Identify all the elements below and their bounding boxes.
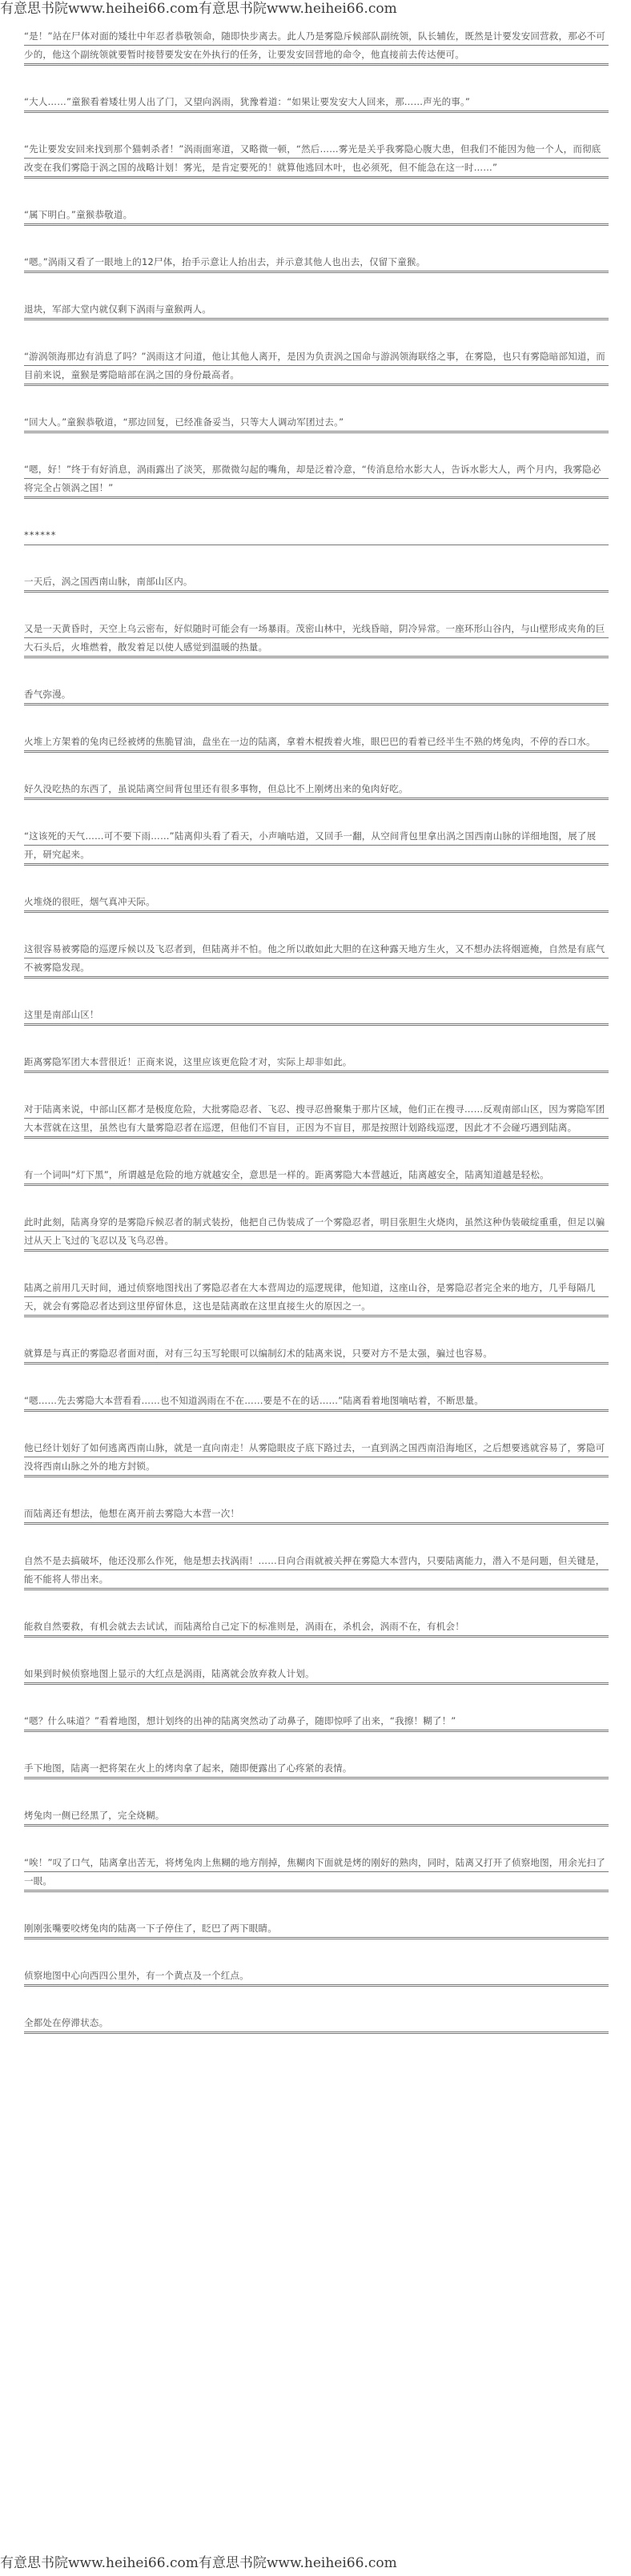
paragraph: “这该死的天气……可不要下雨……”陆离仰头看了看天，小声嘀咕道，又回手一翻，从空间背包里拿出涡之国西南山脉的详细地图，展了展开，研究起来。 — [24, 827, 609, 866]
paragraph: 刚刚张嘴要咬烤兔肉的陆离一下子停住了，眨巴了两下眼睛。 — [24, 1919, 609, 1939]
watermark-bottom: 有意思书院www.heihei66.com有意思书院www.heihei66.com — [0, 2555, 397, 2571]
paragraph: 陆离之前用几天时间，通过侦察地图找出了雾隐忍者在大本营周边的巡逻规律，他知道，这座山谷，是雾隐忍者完全来的地方，几乎每隔几天，就会有雾隐忍者达到这里停留休息，这也是陆离敢在这里直接生火的原因之一。 — [24, 1279, 609, 1317]
paragraph: 对于陆离来说，中部山区都才是极度危险，大批雾隐忍者、飞忍、搜寻忍兽聚集于那片区域，他们正在搜寻……反观南部山区，因为雾隐军团大本营就在这里，虽然也有大量雾隐忍者在巡逻，但他们不盲目，正因为不盲目，那是按照计划路线巡逻，因此才不会碰巧遇到陆离。 — [24, 1100, 609, 1139]
paragraph: 全都处在停滞状态。 — [24, 2014, 609, 2034]
section-separator: ****** — [24, 526, 609, 545]
paragraph: “属下明白。”童猴恭敬道。 — [24, 206, 609, 226]
paragraph: 一天后，涡之国西南山脉，南部山区内。 — [24, 573, 609, 593]
paragraph: 有一个词叫“灯下黑”，所谓越是危险的地方就越安全，意思是一样的。距离雾隐大本营越近，陆离越安全，陆离知道越是轻松。 — [24, 1166, 609, 1186]
paragraph: 他已经计划好了如何逃离西南山脉，就是一直向南走！从雾隐眼皮子底下路过去，一直到涡之国西南沿海地区，之后想要逃就容易了，雾隐可没将西南山脉之外的地方封锁。 — [24, 1439, 609, 1477]
paragraph: 火堆上方架着的兔肉已经被烤的焦脆冒油，盘坐在一边的陆离，拿着木棍拨着火堆，眼巴巴的看着已经半生不熟的烤兔肉，不停的吞口水。 — [24, 733, 609, 753]
paragraph: 这里是南部山区！ — [24, 1006, 609, 1026]
paragraph: 火堆烧的很旺，烟气真冲天际。 — [24, 893, 609, 913]
paragraph: “嗯，好！”终于有好消息，涡雨露出了淡笑，那微微勾起的嘴角，却是泛着冷意，“传消息给水影大人，告诉水影大人，两个月内，我雾隐必将完全占领涡之国！” — [24, 460, 609, 499]
paragraph: 又是一天黄昏时，天空上乌云密布，好似随时可能会有一场暴雨。茂密山林中，光线昏暗，阴冷异常。一座环形山谷内，与山壁形成夹角的巨大石头后，火堆燃着，散发着足以使人感觉到温暖的热量。 — [24, 620, 609, 658]
paragraph: “嗯……先去雾隐大本营看看……也不知道涡雨在不在……要是不在的话……”陆离看着地图嘀咕着，不断思量。 — [24, 1392, 609, 1412]
paragraph: 侦察地图中心向西四公里外，有一个黄点及一个红点。 — [24, 1967, 609, 1987]
paragraph: 好久没吃热的东西了，虽说陆离空间背包里还有很多事物，但总比不上刚烤出来的兔肉好吃。 — [24, 780, 609, 800]
paragraph: 香气弥漫。 — [24, 685, 609, 705]
paragraph: “嗯？什么味道？”看着地图，想计划终的出神的陆离突然动了动鼻子，随即惊呼了出来，“我擦！糊了！” — [24, 1712, 609, 1732]
paragraph: “先让要发安回来找到那个猫刺杀者！”涡雨面寒道，又略微一顿，“然后……雾光是关乎我雾隐心腹大患，但我们不能因为他一个人，而彻底改变在我们雾隐于涡之国的战略计划！雾光，是肯定要死的！就算他逃回木叶，也必须死，但不能急在这一时……” — [24, 140, 609, 179]
paragraph: 自然不是去搞破坏，他还没那么作死，他是想去找涡雨！……日向合雨就被关押在雾隐大本营内，只要陆离能力，潜入不是问题，但关键是，能不能将人带出来。 — [24, 1552, 609, 1590]
paragraph: “是！”站在尸体对面的矮壮中年忍者恭敬领命，随即快步离去。此人乃是雾隐斥候部队副统领，队长辅佐，既然是计要发安回营救，那必不可少的，他这个副统领就要暂时接替要发安在外执行的任务，让要发安回营地的命令，他直接前去传达便可。 — [24, 27, 609, 66]
paragraph: 退块，军部大堂内就仅剩下涡雨与童猴两人。 — [24, 300, 609, 320]
paragraph: “嗯。”涡雨又看了一眼地上的12尸体，抬手示意让人抬出去，并示意其他人也出去，仅留下童猴。 — [24, 253, 609, 273]
paragraph: “唉！”叹了口气，陆离拿出苦无，将烤兔肉上焦糊的地方削掉，焦糊肉下面就是烤的刚好的熟肉，同时，陆离又打开了侦察地图，用余光扫了一眼。 — [24, 1854, 609, 1892]
paragraph: 这很容易被雾隐的巡逻斥候以及飞忍者到，但陆离并不怕。他之所以敢如此大胆的在这种露天地方生火，又不想办法将烟遮掩，自然是有底气不被雾隐发现。 — [24, 940, 609, 979]
paragraph: 此时此刻，陆离身穿的是雾隐斥候忍者的制式装扮，他把自己伪装成了一个雾隐忍者，明目张胆生火烧肉，虽然这种伪装破绽重重，但足以骗过从天上飞过的飞忍以及飞鸟忍兽。 — [24, 1213, 609, 1252]
paragraph: 手下地图，陆离一把将架在火上的烤肉拿了起来，随即便露出了心疼紧的表情。 — [24, 1759, 609, 1779]
chapter-text — [24, 27, 609, 2061]
paragraph: 烤兔肉一侧已经黑了，完全烧糊。 — [24, 1806, 609, 1827]
paragraph: 距离雾隐军团大本营很近！正商来说，这里应该更危险才对，实际上却非如此。 — [24, 1053, 609, 1073]
paragraph: “回大人。”童猴恭敬道，“那边回复，已经准备妥当，只等大人调动军团过去。” — [24, 413, 609, 433]
paragraph: 如果到时候侦察地图上显示的大红点是涡雨，陆离就会放弃救人计划。 — [24, 1665, 609, 1685]
paragraph: 就算是与真正的雾隐忍者面对面，对有三勾玉写轮眼可以编制幻术的陆离来说，只要对方不是太强，骗过也容易。 — [24, 1344, 609, 1364]
paragraph: 能救自然要救，有机会就去去试试，而陆离给自己定下的标准则是，涡雨在，杀机会，涡雨不在，有机会！ — [24, 1618, 609, 1638]
paragraph: 而陆离还有想法，他想在离开前去雾隐大本营一次！ — [24, 1505, 609, 1525]
paragraph: “游涡领海那边有消息了吗？”涡雨这才问道，他让其他人离开，是因为负责涡之国命与游涡领海联络之事，在雾隐，也只有雾隐暗部知道，而目前来说，童猴是雾隐暗部在涡之国的身份最高者。 — [24, 348, 609, 386]
paragraph: “大人……”童猴看着矮壮男人出了门，又望向涡雨，犹豫着道：“如果让要发安大人回来，那……声光的事。” — [24, 93, 609, 113]
watermark-top: 有意思书院www.heihei66.com有意思书院www.heihei66.com — [0, 1, 397, 17]
